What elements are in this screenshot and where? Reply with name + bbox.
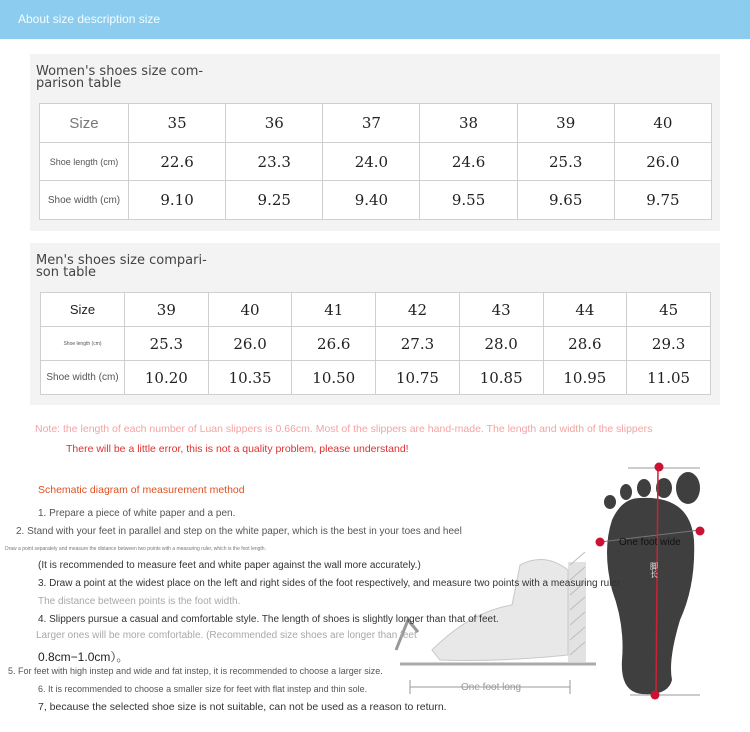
size-header: Size bbox=[41, 293, 125, 327]
length-cell: 22.6 bbox=[129, 143, 226, 181]
size-cell: 39 bbox=[517, 104, 614, 143]
width-cell: 10.95 bbox=[543, 361, 627, 395]
length-cell: 25.3 bbox=[517, 143, 614, 181]
method-step-4c: 0.8cm−1.0cm）。 bbox=[38, 650, 129, 664]
width-cell: 10.20 bbox=[125, 361, 209, 395]
foot-sole-shape bbox=[607, 498, 694, 694]
width-cell: 9.10 bbox=[129, 181, 226, 220]
wall-shape bbox=[568, 562, 586, 662]
size-cell: 39 bbox=[125, 293, 209, 327]
foot-wide-label: One foot wide bbox=[619, 537, 681, 548]
toe-shape bbox=[620, 484, 632, 500]
width-cell: 9.55 bbox=[420, 181, 517, 220]
method-step-3: 3. Draw a point at the widest place on the left and right sides of the foot respectively, and measure two points with a measuring ruler bbox=[38, 578, 621, 589]
width-header: Shoe width (cm) bbox=[41, 361, 125, 395]
method-step-6: 6. It is recommended to choose a smaller size for feet with flat instep and thin sole. bbox=[38, 684, 368, 694]
length-cell: 25.3 bbox=[125, 327, 209, 361]
width-cell: 9.40 bbox=[323, 181, 420, 220]
length-cell: 28.0 bbox=[459, 327, 543, 361]
length-cell: 24.0 bbox=[323, 143, 420, 181]
right-width-marker bbox=[696, 527, 705, 536]
width-cell: 10.85 bbox=[459, 361, 543, 395]
width-cell: 9.65 bbox=[517, 181, 614, 220]
width-cell: 9.75 bbox=[614, 181, 711, 220]
method-step-2: 2. Stand with your feet in parallel and step on the white paper, which is the best in your toes and heel bbox=[16, 526, 462, 537]
size-cell: 44 bbox=[543, 293, 627, 327]
size-cell: 38 bbox=[420, 104, 517, 143]
size-cell: 43 bbox=[459, 293, 543, 327]
size-cell: 40 bbox=[614, 104, 711, 143]
left-width-marker bbox=[596, 538, 605, 547]
width-cell: 9.25 bbox=[226, 181, 323, 220]
header-title: About size description size bbox=[18, 12, 161, 26]
width-cell: 10.50 bbox=[292, 361, 376, 395]
method-step-1: 1. Prepare a piece of white paper and a pen. bbox=[38, 508, 236, 519]
method-step-7: 7, because the selected shoe size is not suitable, can not be used as a reason to return. bbox=[38, 701, 447, 713]
size-cell: 42 bbox=[376, 293, 460, 327]
big-toe-shape bbox=[676, 472, 700, 504]
toe-shape bbox=[637, 479, 651, 497]
length-cell: 29.3 bbox=[627, 327, 711, 361]
method-step-2c: (It is recommended to measure feet and white paper against the wall more accurately.) bbox=[38, 560, 421, 571]
note-line-1: Note: the length of each number of Luan slippers is 0.66cm. Most of the slippers are hand-made. The length and width of the slippers bbox=[35, 423, 653, 435]
length-cell: 27.3 bbox=[376, 327, 460, 361]
width-cell: 10.75 bbox=[376, 361, 460, 395]
method-step-5: 5. For feet with high instep and wide and fat instep, it is recommended to choose a larger size. bbox=[8, 666, 383, 676]
toe-shape bbox=[604, 495, 616, 509]
method-step-2b: Draw a point separately and measure the distance between two points with a measuring ruler, which is the foot length. bbox=[5, 546, 266, 552]
length-cell: 28.6 bbox=[543, 327, 627, 361]
foot-length-cn-label: 脚长 bbox=[649, 562, 659, 578]
shoe-side-shape bbox=[432, 560, 568, 661]
size-cell: 41 bbox=[292, 293, 376, 327]
toe-point-marker bbox=[651, 691, 660, 700]
men-table-title: Men's shoes size compari- son table bbox=[36, 253, 207, 280]
length-cell: 24.6 bbox=[420, 143, 517, 181]
foot-long-label: One foot long bbox=[461, 682, 522, 693]
width-header: Shoe width (cm) bbox=[40, 181, 129, 220]
length-header: Shoe length (cm) bbox=[41, 327, 125, 361]
heel-point-marker bbox=[655, 463, 664, 472]
method-step-3b: The distance between points is the foot width. bbox=[38, 596, 241, 607]
method-step-4: 4. Slippers pursue a casual and comfortable style. The length of shoes is slightly longer than that of feet. bbox=[38, 614, 499, 625]
method-step-4b: Larger ones will be more comfortable. (Recommended size shoes are longer than feet bbox=[36, 630, 417, 641]
size-header: Size bbox=[40, 104, 129, 143]
size-cell: 37 bbox=[323, 104, 420, 143]
size-cell: 40 bbox=[208, 293, 292, 327]
women-table-title: Women's shoes size com- parison table bbox=[36, 64, 204, 91]
size-cell: 35 bbox=[129, 104, 226, 143]
method-title: Schematic diagram of measurement method bbox=[38, 484, 245, 496]
length-cell: 26.0 bbox=[208, 327, 292, 361]
note-line-2: There will be a little error, this is not a quality problem, please understand! bbox=[66, 443, 409, 455]
length-header: Shoe length (cm) bbox=[40, 143, 129, 181]
width-cell: 10.35 bbox=[208, 361, 292, 395]
length-cell: 26.0 bbox=[614, 143, 711, 181]
width-cell: 11.05 bbox=[627, 361, 711, 395]
length-cell: 23.3 bbox=[226, 143, 323, 181]
size-cell: 36 bbox=[226, 104, 323, 143]
length-cell: 26.6 bbox=[292, 327, 376, 361]
size-cell: 45 bbox=[627, 293, 711, 327]
